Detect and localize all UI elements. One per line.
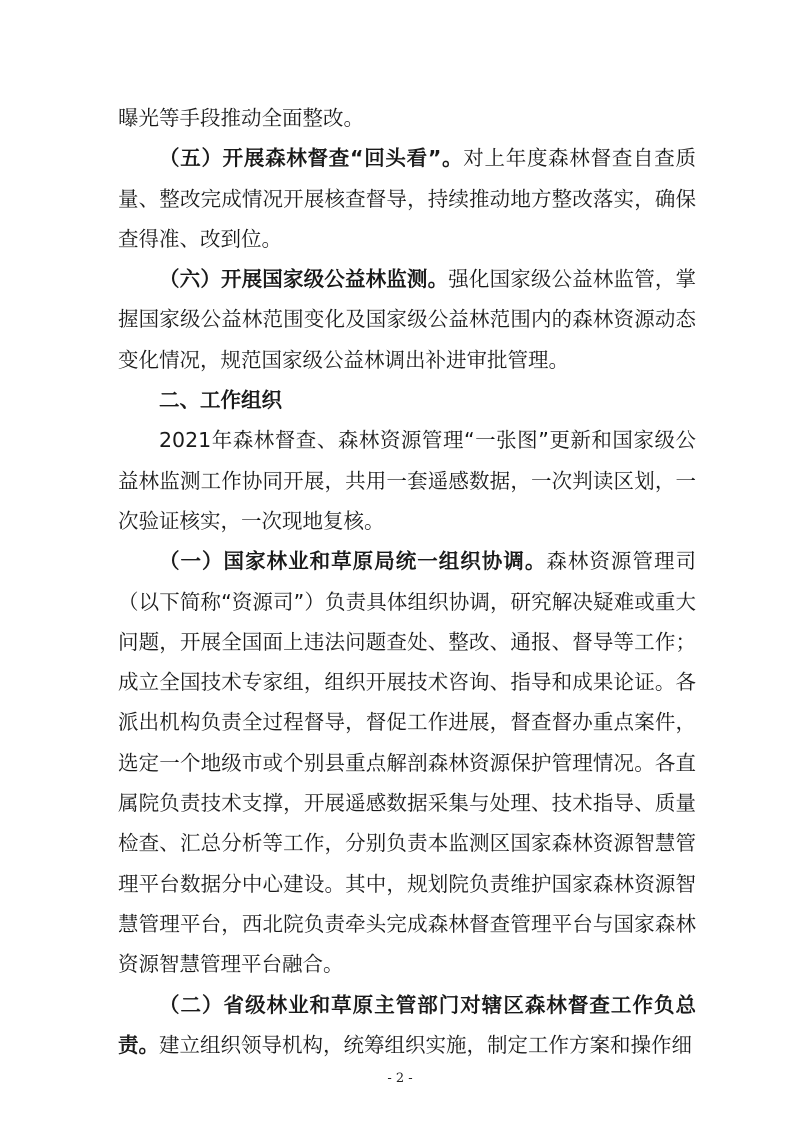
paragraph-text: 建立组织领导机构，统筹组织实施，制定工作方案和操作细: [159, 1032, 692, 1057]
paragraph-lead: （二）省级林业和草原主管部门对辖区森林督查工作负总责。: [118, 992, 696, 1057]
paragraph-coordination: [118, 420, 696, 541]
paragraph-text: 森林资源管理司（以下简称“资源司”）负责具体组织协调，研究解决疑难或重大问题，开展全国面上违法问题查处、整改、通报、督导等工作；成立全国技术专家组，组织开展技术咨询、指导和成果论证。各派出机构负责全过程督导，督促工作进展，督查督办重点案件，选定一个地级市或个别县重点解剖森林资源保护管理情况。各直属院负责技术支撑，开展遥感数据采集与处理、技术指导、质量检查、汇总分析等工作，分别负责本监测区国家森林资源智慧管理平台数据分中心建设。其中，规划院负责维护国家森林资源智慧管理平台，西北院负责牵头完成森林督查管理平台与国家森林资源智慧管理平台融合。: [118, 549, 696, 977]
paragraph-text: 曝光等手段推动全面整改。: [118, 106, 364, 130]
paragraph-provincial-departments: [118, 985, 696, 1066]
paragraph-text: 强化国家级公益林监管，掌握国家级公益林范围变化及国家级公益林范围内的森林资源动态变化情况，规范国家级公益林调出补进审批管理。: [118, 267, 697, 372]
paragraph-national-bureau: [118, 541, 696, 984]
paragraph-review-inspection: [118, 138, 696, 259]
section-heading: 二、工作组织: [159, 388, 282, 413]
paragraph-lead: （五）开展森林督查“回头看”。: [159, 146, 464, 171]
paragraph-public-forest-monitoring: [118, 259, 696, 380]
paragraph-text: 2021年森林督查、森林资源管理“一张图”更新和国家级公益林监测工作协同开展，共用一套遥感数据，一次判读区划，一次验证核实，一次现地复核。: [118, 428, 696, 533]
paragraph-text: 对上年度森林督查自查质量、整改完成情况开展核查督导，持续推动地方整改落实，确保查得准、改到位。: [118, 146, 696, 251]
paragraph-lead: （一）国家林业和草原局统一组织协调。: [159, 549, 547, 574]
document-body: [118, 98, 696, 1065]
paragraph-continuation: [118, 98, 696, 138]
paragraph-lead: （六）开展国家级公益林监测。: [159, 267, 449, 292]
page-number: - 2 -: [387, 1071, 413, 1086]
